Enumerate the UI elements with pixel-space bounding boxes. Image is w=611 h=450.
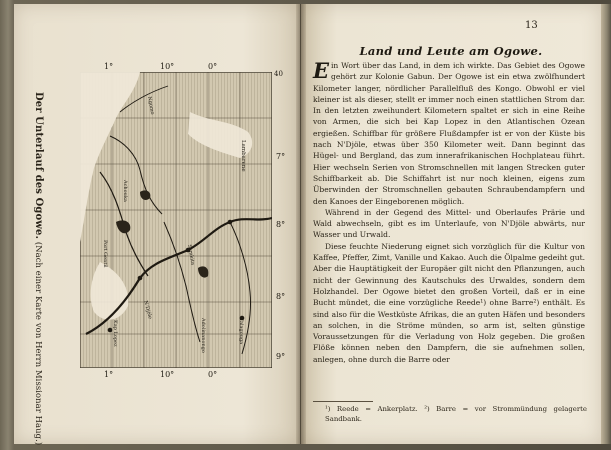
footnote: ¹) Reede = Ankerplatz. ²) Barre = vor Strommündung gelagerte Sandbank.: [325, 405, 587, 423]
map-place-label: Port Gentil: [102, 240, 108, 268]
book-gutter: [296, 4, 306, 444]
map-place-label: Ngomo: [146, 96, 156, 116]
map-top-lon-2: 10°: [160, 62, 175, 71]
page-number: 13: [525, 20, 538, 31]
map-place-label: Lambarene: [240, 140, 246, 172]
footnote-rule: [313, 401, 373, 402]
map-right-lat-5: 9°: [276, 352, 286, 361]
map-top-lon-3: 0°: [208, 62, 218, 71]
map-caption: [30, 92, 44, 446]
drop-cap: E: [313, 58, 330, 83]
map-place-label: Adolinanongo: [200, 318, 206, 353]
map-right-lat-1: 40: [274, 70, 283, 78]
paragraph-text: in Wort über das Land, in dem ich wirkte. Das Gebiet des Ogowe gehört zur Kolonie Gabun. Der Ogowe ist ein etwa zwölfhundert Kilometer langer, nördlicher Parallelfluß des Kongo. Obwohl er viel kleiner ist als dieser, stellt er immer noch einen stattlichen Strom dar. In den letzten zweihundert Kilometern spaltet er sich in eine Reihe von Armen, die sich bei Kap Lopez in den Atlantischen Ozean ergießen. Schiffbar für größere Flußdampfer ist er von der Küste bis nach N'Djöle, etwas über 350 Kilometer weit. Dann beginnt das Hügel- und Bergland, das zum innerafrikanischen Hochplateau führt. Hier wechseln Serien von Stromschnellen mit langen Strecken guter Schiffbarkeit ab. Die Schiffahrt ist nur noch kleinen, eigens zum Überwinden der Stromschnellen gebauten Schraubendampfern und den Kanoes der Eingeborenen möglich.: [313, 61, 585, 206]
map-caption-source: (Nach einer Karte von Herrn Missionar Haug.): [34, 241, 44, 446]
map-place-label: Kap Lopez: [112, 320, 118, 347]
map-place-label: Talagouga: [238, 318, 244, 345]
map-bottom-lon-1: 1°: [104, 370, 114, 379]
page-edge: [601, 4, 611, 444]
map-place-label: N'Djöle: [142, 300, 153, 320]
chapter-title: Land und Leute am Ogowe.: [359, 44, 543, 58]
map-place-label: Achouka: [122, 180, 128, 202]
map-right-lat-2: 7°: [276, 152, 286, 161]
map-right-lat-4: 8°: [276, 292, 286, 301]
map-bottom-lon-3: 0°: [208, 370, 218, 379]
map-top-lon-1: 1°: [104, 62, 114, 71]
map-bottom-lon-2: 10°: [160, 370, 175, 379]
map-right-lat-3: 8°: [276, 220, 286, 229]
map-caption-title: Der Unterlauf des Ogowe.: [33, 92, 44, 240]
map-place-label: Samkita: [186, 244, 196, 266]
paragraph: [313, 60, 585, 207]
paragraph: Diese feuchte Niederung eignet sich vorzüglich für die Kultur von Kaffee, Pfeffer, Zimt, Vanille und Kakao. Auch die Ölpalme gedeiht gut. Aber die Hauptätigkeit der Europäer gilt nicht den Pflanzungen, auch nicht der Gewinnung des Kautschuks des Urwaldes, sondern dem Holzhandel. Der Ogowe bietet den großen Vorteil, daß er in eine Bucht mündet, die eine vorzügliche Reede¹) ohne Barre²) enthält. Es sind also für die Westküste Afrikas, die an guten Häfen und besonders an solchen, in die Ströme münden, so arm ist, selten günstige Voraussetzungen für die Verladung von Holz gegeben. Die großen Flöße können neben den Dampfern, die sie aufnehmen sollen, anlegen, ohne durch die Barre oder: [313, 241, 585, 364]
paragraph: Während in der Gegend des Mittel- und Oberlaufes Prärie und Wald abwechseln, gibt es im Unterlaufe, von N'Djöle abwärts, nur Wasser und Urwald.: [313, 207, 585, 240]
body-text: [313, 60, 585, 365]
